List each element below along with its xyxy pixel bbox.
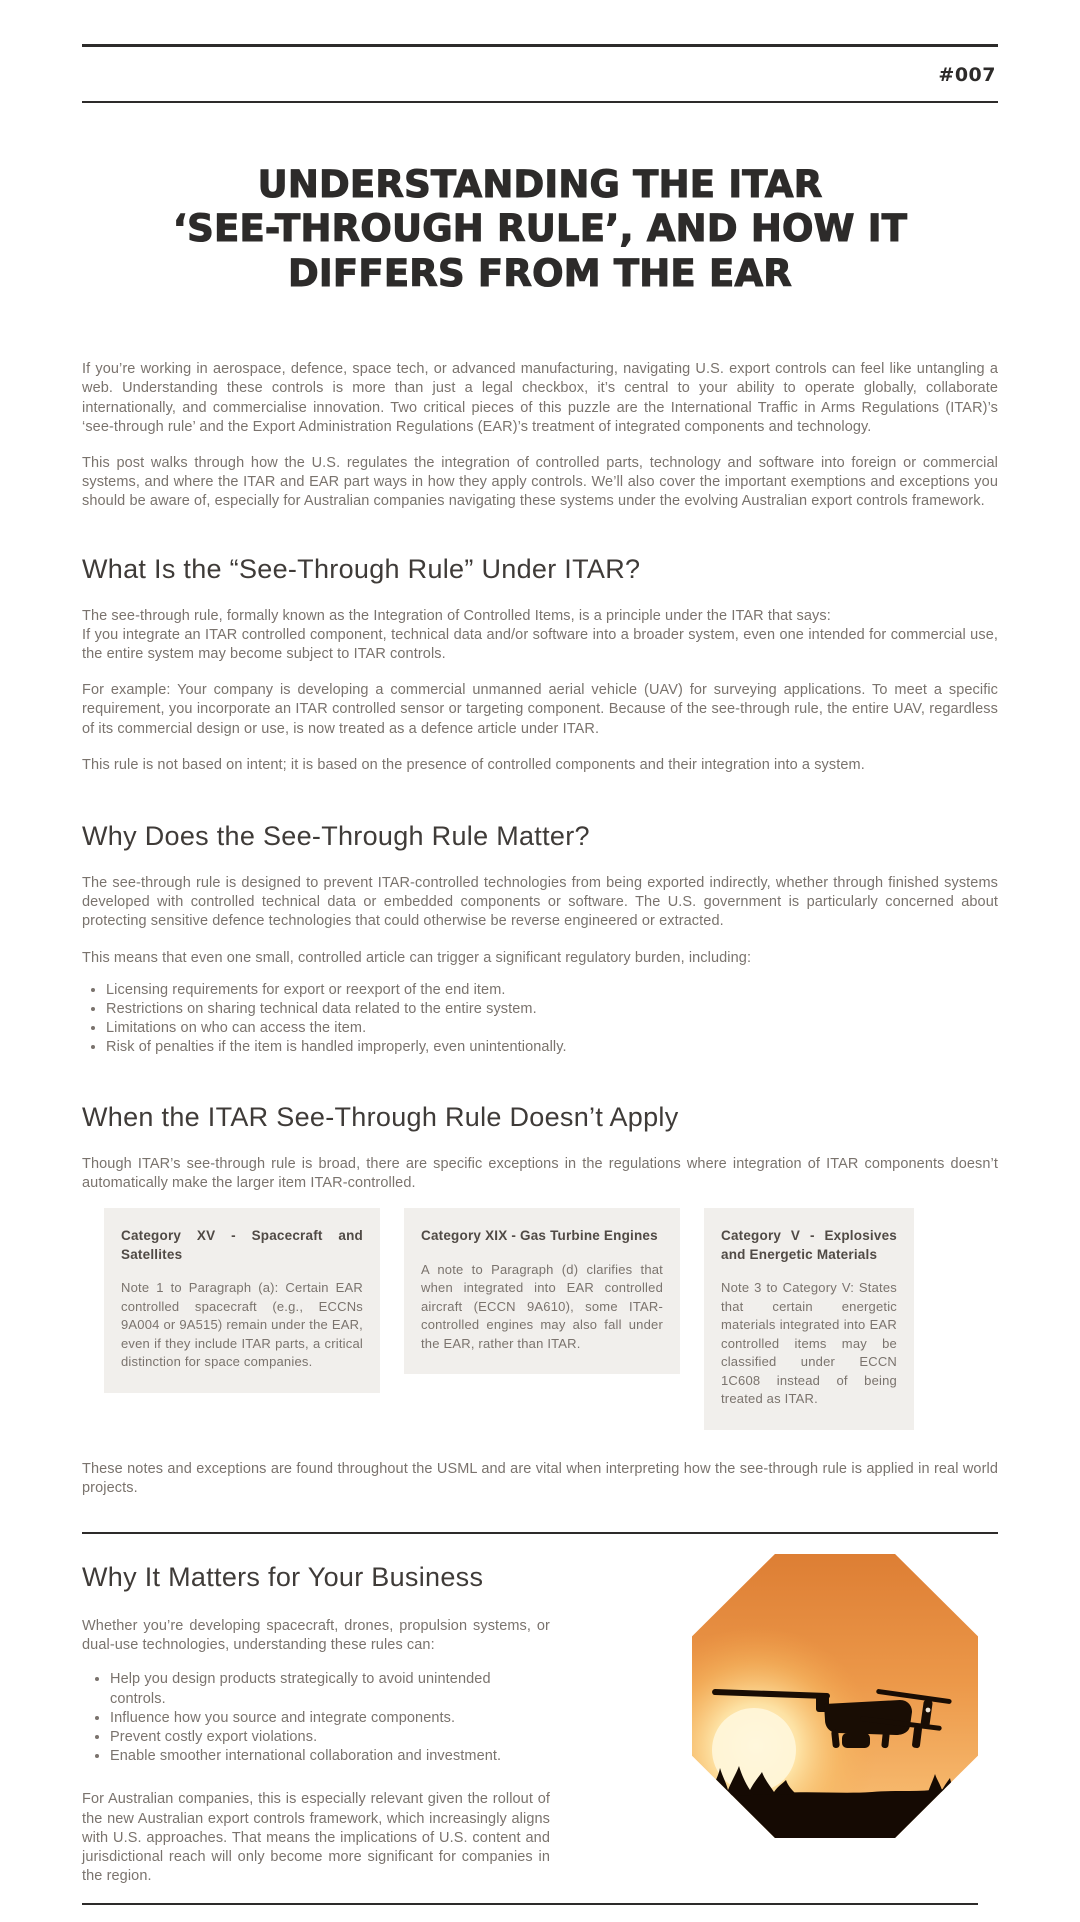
card-title: Category V - Explosives and Energetic Materials: [721, 1228, 897, 1262]
business-paragraph-1: Whether you’re developing spacecraft, drones, propulsion systems, or dual-use technologies, understanding these rules can:: [82, 1617, 550, 1654]
business-section: [82, 1553, 998, 1886]
card-body: A note to Paragraph (d) clarifies that when integrated into EAR controlled aircraft (ECCN 9A610), some ITAR-controlled engines may also fall under the EAR, rather than ITAR.: [421, 1261, 663, 1351]
page-title-line-2: ‘SEE-THROUGH RULE’, AND HOW IT: [172, 207, 908, 251]
list-item: • Limitations on who can access the item.: [106, 1019, 998, 1038]
definition-statement: If you integrate an ITAR controlled component, technical data and/or software into a broader system, even one intended for commercial use, the entire system may become subject to ITAR controls.: [82, 626, 998, 662]
card-body: Note 3 to Category V: States that certain energetic materials integrated into EAR controlled items may be classified under ECCN 1C608 instead of being treated as ITAR.: [721, 1280, 897, 1407]
usml-note-paragraph: These notes and exceptions are found throughout the USML and are vital when interpreting how the see-through rule is applied in real world projects.: [82, 1460, 998, 1496]
section-heading-what-is-see-through-rule: What Is the “See-Through Rule” Under ITAR?: [82, 553, 641, 584]
exception-card-gas-turbine: [404, 1208, 680, 1374]
intro-paragraph-1: If you’re working in aerospace, defence, space tech, or advanced manufacturing, navigating U.S. export controls can feel like untangling a web. Understanding these controls is more than just a legal checkbox, it’s central to your ability to operate globally, collaborate internationally, and commercialise innovation. Two critical pieces of this puzzle are the International Traffic in Arms Regulations (ITAR)’s ‘see-through rule’ and the Export Administration Regulations (EAR)’s treatment of integrated components and technology.: [82, 361, 998, 435]
exception-cards: [104, 1208, 998, 1430]
drone-sunset-photo: [692, 1554, 978, 1838]
page-header: [82, 47, 998, 101]
list-item: • Help you design products strategically to avoid unintended controls.: [110, 1670, 550, 1708]
header-rule: [82, 101, 998, 103]
business-text-column: [82, 1553, 550, 1886]
exception-card-spacecraft: [104, 1208, 380, 1393]
ground-silhouette: [692, 1789, 978, 1838]
page: [0, 44, 1080, 1905]
business-benefits-list: [82, 1670, 550, 1766]
section-heading-when-not-apply: When the ITAR See-Through Rule Doesn’t Apply: [82, 1101, 679, 1132]
list-item: • Licensing requirements for export or reexport of the end item.: [106, 981, 998, 1000]
list-item: • Enable smoother international collaboration and investment.: [110, 1747, 550, 1766]
list-item: • Restrictions on sharing technical data related to the entire system.: [106, 1000, 998, 1019]
drone-sunset-illustration: [692, 1554, 978, 1838]
issue-number-badge: #007: [938, 64, 996, 86]
card-body: Note 1 to Paragraph (a): Certain EAR controlled spacecraft (e.g., ECCNs 9A004 or 9A515) remain under the EAR, even if they include ITAR parts, a critical distinction for space companies.: [121, 1280, 363, 1370]
sun-core: [712, 1708, 796, 1792]
list-item: • Prevent costly export violations.: [110, 1728, 550, 1747]
page-title-line-3: DIFFERS FROM THE EAR: [287, 251, 792, 295]
exception-card-explosives: [704, 1208, 914, 1430]
definition-lead: The see-through rule, formally known as the Integration of Controlled Items, is a principle under the ITAR that says:: [82, 607, 831, 624]
card-title: Category XV - Spacecraft and Satellites: [121, 1228, 363, 1262]
regulatory-burden-list: [82, 981, 998, 1058]
bottom-rule: [82, 1903, 978, 1905]
section-heading-business: Why It Matters for Your Business: [82, 1561, 484, 1592]
see-through-example-paragraph: For example: Your company is developing a commercial unmanned aerial vehicle (UAV) for surveying applications. To meet a specific requirement, you incorporate an ITAR controlled sensor or targeting component. Because of the see-through rule, the entire UAV, regardless of its commercial design or use, is now treated as a defence article under ITAR.: [82, 682, 998, 737]
see-through-intent-paragraph: This rule is not based on intent; it is based on the presence of controlled components and their integration into a system.: [82, 756, 865, 773]
list-item: • Influence how you source and integrate components.: [110, 1709, 550, 1728]
exceptions-intro-paragraph: Though ITAR’s see-through rule is broad, there are specific exceptions in the regulations where integration of ITAR components doesn’t automatically make the larger item ITAR-controlled.: [82, 1155, 998, 1191]
section-divider: [82, 1532, 998, 1534]
drone-light: [926, 1708, 931, 1713]
card-title: Category XIX - Gas Turbine Engines: [421, 1228, 658, 1244]
page-title-line-1: UNDERSTANDING THE ITAR: [257, 163, 823, 206]
why-matter-paragraph-2: This means that even one small, controlled article can trigger a significant regulatory burden, including:: [82, 949, 752, 966]
list-item: • Risk of penalties if the item is handled improperly, even unintentionally.: [106, 1038, 998, 1057]
page-title: [100, 163, 980, 296]
intro-paragraph-2: This post walks through how the U.S. regulates the integration of controlled parts, technology and software into foreign or commercial systems, and where the ITAR and EAR part ways in how they apply controls. We’ll also cover the important exemptions and exceptions you should be aware of, especially for Australian companies navigating these systems under the evolving Australian export controls framework.: [82, 454, 998, 510]
why-matter-paragraph-1: The see-through rule is designed to prevent ITAR-controlled technologies from being exported indirectly, whether through finished systems developed with controlled technical data or embedded components or software. The U.S. government is particularly concerned about protecting sensitive defence technologies that could otherwise be reverse engineered or extracted.: [82, 875, 998, 930]
see-through-definition: [82, 607, 998, 665]
section-heading-why-matter: Why Does the See-Through Rule Matter?: [82, 821, 590, 852]
business-paragraph-2: For Australian companies, this is especially relevant given the rollout of the new Australian export controls framework, which increasingly aligns with U.S. approaches. That means the implications of U.S. content and jurisdictional reach will only become more significant for companies in the region.: [82, 1791, 550, 1885]
